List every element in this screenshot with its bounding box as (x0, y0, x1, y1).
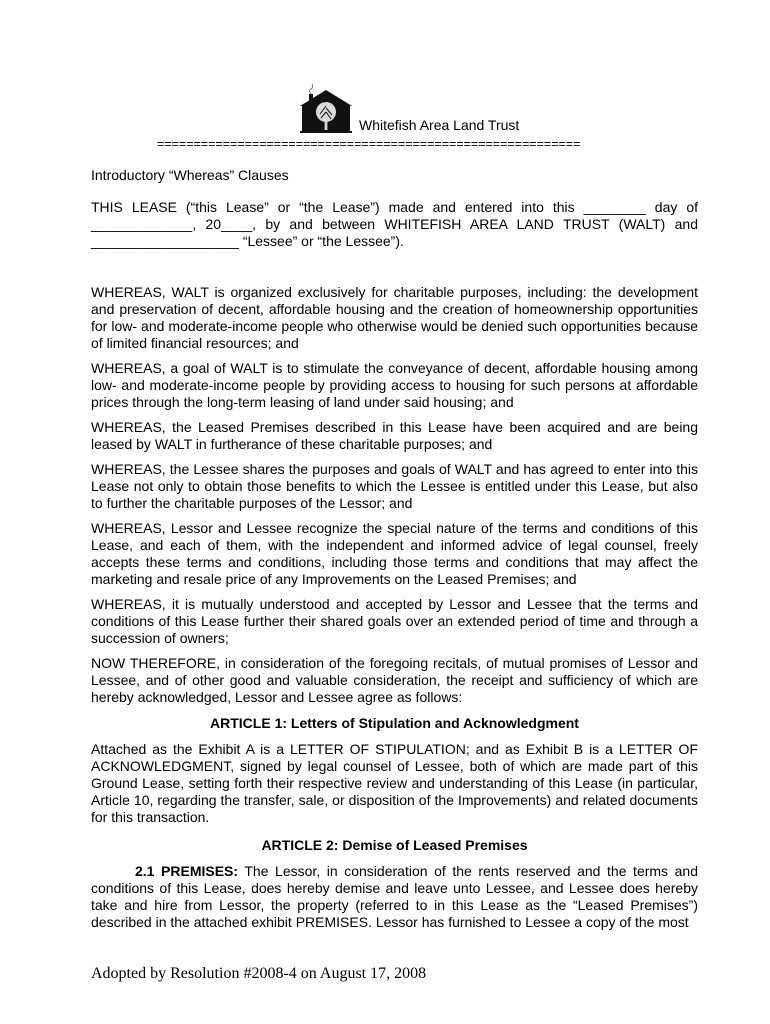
section-2-1-label: 2.1 PREMISES: (135, 863, 239, 879)
lease-paragraph: THIS LEASE (“this Lease” or “the Lease”) made and entered into this ________ day of _____________, 20____, by and between WHITEFISH AREA LAND TRUST (WALT) and ___________________ “Lessee” or “the Lessee”). (91, 199, 698, 249)
land-trust-logo (296, 84, 356, 134)
whereas-clause: WHEREAS, a goal of WALT is to stimulate the conveyance of decent, affordable housing among low- and moderate-income people by providing access to housing for such persons at affordable prices through the long-term leasing of land under said housing; and (91, 360, 698, 410)
whereas-clause: WHEREAS, the Lessee shares the purposes and goals of WALT and has agreed to enter into this Lease not only to obtain those benefits to which the Lessee is entitled under this Lease, but also to further the charitable purposes of the Lessor; and (91, 461, 698, 511)
section-2-1-text: The Lessor, in consideration of the rents reserved and the terms and conditions of this Lease, does hereby demise and leave unto Lessee, and Lessee does hereby take and hire from Lessor, the property (referred to in this Lease as the “Leased Premises”) described in the attached exhibit PREMISES. Lessor has furnished to Lessee a copy of the most (91, 863, 698, 930)
article-1-body: Attached as the Exhibit A is a LETTER OF STIPULATION; and as Exhibit B is a LETTER OF ACKNOWLEDGMENT, signed by legal counsel of Lessee, both of which are made part of this Ground Lease, setting forth their respective review and understanding of this Lease (in particular, Article 10, regarding the transfer, sale, or disposition of the Improvements) and related documents for this transaction. (91, 741, 698, 825)
house-tree-logo-icon (296, 84, 356, 134)
article-2-heading: ARTICLE 2: Demise of Leased Premises (261, 837, 528, 853)
whereas-clause: WHEREAS, WALT is organized exclusively for charitable purposes, including: the development and preservation of decent, affordable housing and the creation of homeownership opportunities for low- and moderate-income people who otherwise would be denied such opportunities because of limited financial resources; and (91, 284, 698, 351)
whereas-clause: WHEREAS, Lessor and Lessee recognize the special nature of the terms and conditions of this Lease, and each of them, with the independent and informed advice of legal counsel, freely accepts these terms and conditions, including those terms and conditions that may affect the marketing and resale price of any Improvements on the Leased Premises; and (91, 520, 698, 587)
organization-name: Whitefish Area Land Trust (359, 117, 520, 133)
article-1-heading: ARTICLE 1: Letters of Stipulation and Acknowledgment (210, 715, 579, 731)
header-separator: ========================================================== (157, 137, 581, 151)
intro-heading: Introductory “Whereas” Clauses (91, 167, 289, 183)
section-2-1-paragraph (91, 863, 698, 931)
document-body (91, 167, 698, 931)
now-therefore-paragraph: NOW THEREFORE, in consideration of the foregoing recitals, of mutual promises of Lessor and Lessee, and of other good and valuable consideration, the receipt and sufficiency of which are hereby acknowledged, Lessor and Lessee agree as follows: (91, 655, 698, 705)
page-footer: Adopted by Resolution #2008-4 on August 17, 2008 (91, 965, 427, 982)
whereas-clause: WHEREAS, the Leased Premises described in this Lease have been acquired and are being leased by WALT in furtherance of these charitable purposes; and (91, 419, 698, 452)
whereas-clause: WHEREAS, it is mutually understood and accepted by Lessor and Lessee that the terms and conditions of this Lease further their shared goals over an extended period of time and through a succession of owners; (91, 596, 698, 646)
